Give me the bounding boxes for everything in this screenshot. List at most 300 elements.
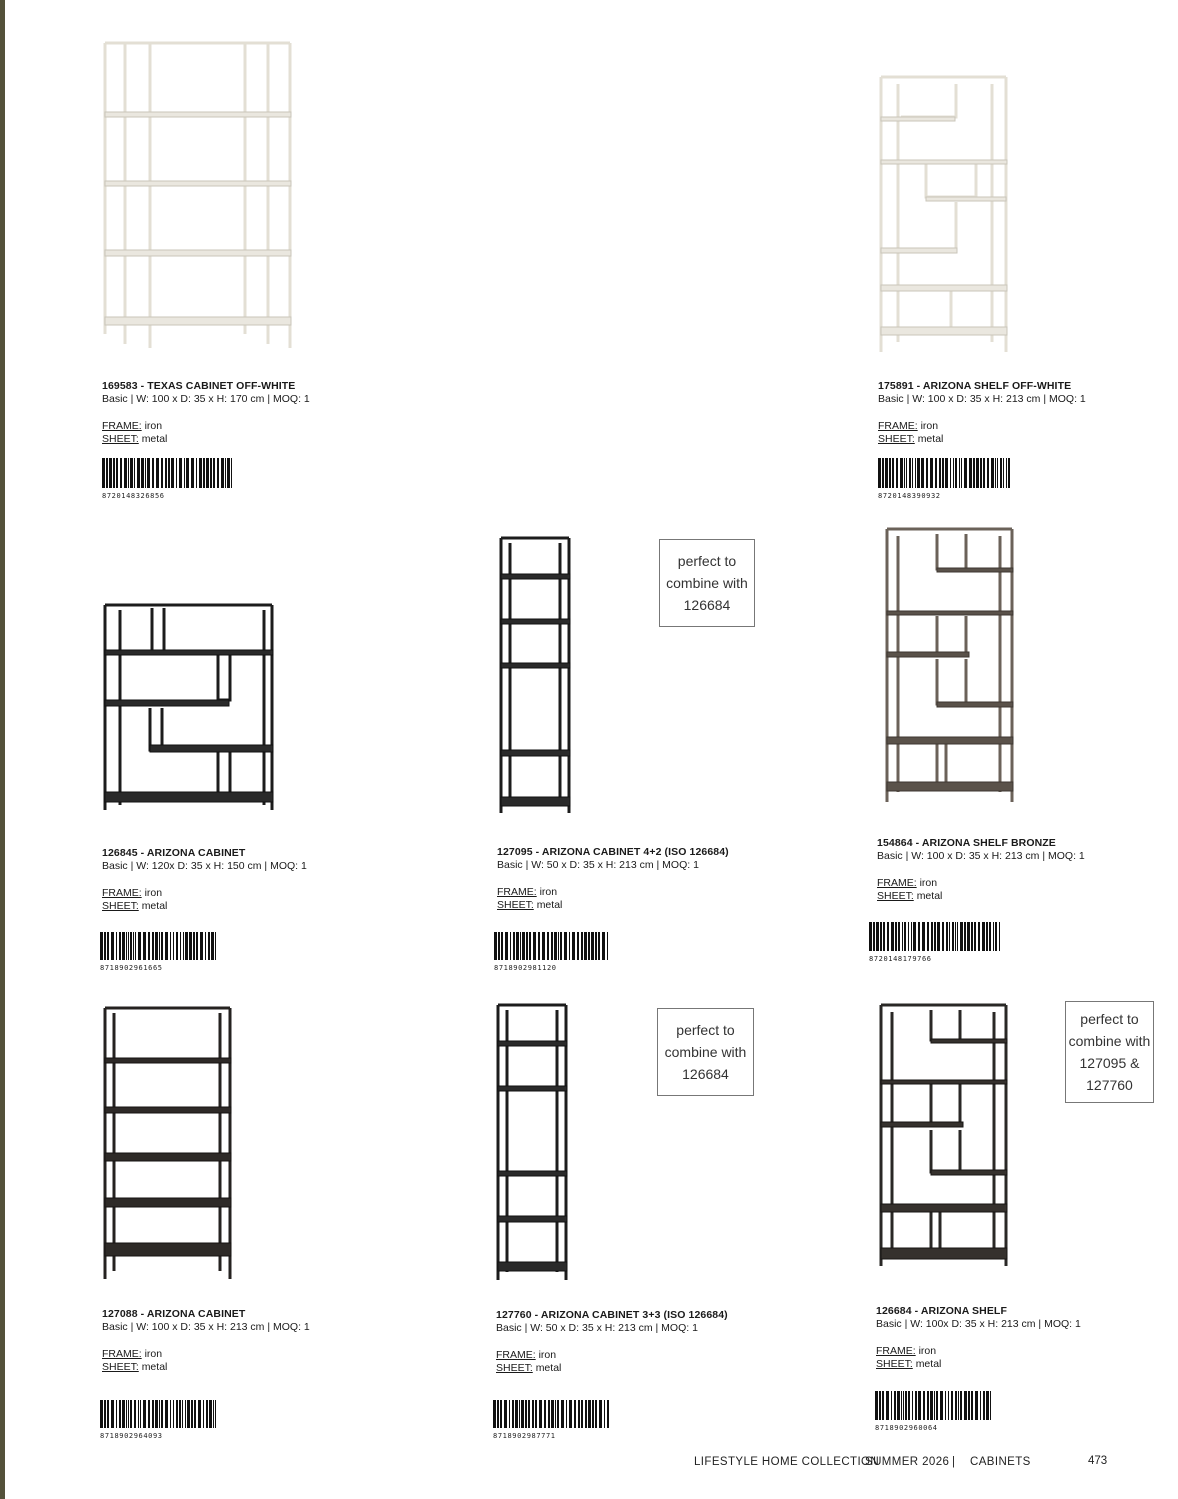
barcode-bar [134, 458, 135, 488]
barcode-bar [119, 932, 121, 960]
barcode-bar [927, 1391, 929, 1420]
barcode-bar [978, 922, 980, 951]
sheet-value: metal [141, 1361, 168, 1373]
barcode-bar [551, 932, 553, 960]
barcode-bar [130, 458, 133, 488]
sheet-value: metal [141, 433, 168, 445]
barcode-bar [983, 458, 985, 488]
barcode-bar [521, 1400, 524, 1428]
barcode-bar [991, 458, 994, 488]
barcode-bar [926, 458, 928, 488]
barcode-bar [581, 1400, 583, 1428]
barcode-bar [561, 1400, 564, 1428]
barcode-bar [535, 1400, 537, 1428]
barcode-bar [918, 1391, 921, 1420]
barcode-bar [968, 1391, 970, 1420]
barcode-bar [987, 458, 989, 488]
barcode-bar [945, 1391, 946, 1420]
combine-note-127760: perfect to combine with 126684 [657, 1008, 754, 1096]
barcode-bar [1000, 458, 1002, 488]
barcode-bar [159, 1400, 160, 1428]
barcode-bar [960, 922, 963, 951]
product-image-texas-cabinet [100, 38, 296, 353]
barcode-bar [159, 932, 160, 960]
barcode-bar [498, 932, 500, 960]
barcode [869, 922, 1001, 963]
barcode-bar [878, 458, 881, 488]
barcode-bar [949, 922, 950, 951]
footer-separator: | [952, 1456, 956, 1468]
barcode-bar [904, 922, 906, 951]
barcode-bar [569, 1400, 572, 1428]
frame-value: iron [144, 420, 163, 432]
barcode-bar [883, 922, 885, 951]
sheet-label: SHEET: [497, 899, 534, 911]
barcode-bar [104, 1400, 106, 1428]
barcode-bar [964, 922, 966, 951]
sheet-label: SHEET: [876, 1358, 913, 1370]
barcode-bar [909, 458, 911, 488]
barcode-bar [935, 458, 937, 488]
barcode-bar [148, 1400, 150, 1428]
barcode-bar [196, 458, 197, 488]
barcode-bar [997, 458, 998, 488]
barcode-bar [982, 922, 985, 951]
barcode-bar [148, 932, 150, 960]
barcode-bar [898, 922, 900, 951]
barcode-bar [128, 458, 129, 488]
barcode-bar [141, 458, 144, 488]
footer-season: SUMMER 2026 [865, 1456, 950, 1468]
barcode-bar [921, 458, 924, 488]
barcode-bar [993, 922, 994, 951]
sheet-value: metal [536, 899, 563, 911]
barcode-bar [542, 932, 545, 960]
barcode-bar [952, 922, 954, 951]
barcode-bar [513, 932, 515, 960]
frame-label: FRAME: [102, 420, 142, 432]
barcode-bar [912, 458, 913, 488]
barcode-bar [156, 458, 159, 488]
barcode-bar [135, 932, 136, 960]
barcode [100, 932, 217, 972]
barcode-bar [554, 932, 557, 960]
barcode-bar [171, 458, 174, 488]
product-spec: Basic | W: 100 x D: 35 x H: 213 cm | MOQ: 1 [878, 393, 1086, 405]
barcode-bar [557, 1400, 559, 1428]
barcode-bar [964, 458, 967, 488]
barcode-bar [196, 932, 198, 960]
product-spec: Basic | W: 50 x D: 35 x H: 213 cm | MOQ: 1 [496, 1322, 698, 1334]
barcode-bar [145, 458, 146, 488]
barcode-bar [161, 932, 163, 960]
product-spec: Basic | W: 100x D: 35 x H: 213 cm | MOQ: 1 [876, 1318, 1081, 1330]
barcode-bar [955, 1391, 957, 1420]
barcode-bar [940, 1391, 943, 1420]
barcode-bar [180, 932, 181, 960]
barcode-bar [955, 922, 956, 951]
barcode-bar [147, 458, 150, 488]
barcode-bar [591, 932, 594, 960]
sheet-label: SHEET: [496, 1362, 533, 1374]
barcode-bar [930, 458, 933, 488]
barcode-bar [168, 458, 170, 488]
product-title: 154864 - ARIZONA SHELF BRONZE [877, 837, 1056, 849]
barcode-bar [152, 458, 154, 488]
barcode-bar [529, 932, 531, 960]
barcode-bar [206, 1400, 208, 1428]
barcode-bar [581, 932, 583, 960]
barcode-bar [604, 1400, 605, 1428]
barcode-bar [931, 922, 933, 951]
barcode-bar [892, 458, 894, 488]
sheet-value: metal [916, 890, 943, 902]
barcode-bar [203, 458, 205, 488]
barcode-bars [100, 932, 217, 960]
barcode [100, 1400, 217, 1440]
barcode-bar [544, 1400, 546, 1428]
barcode-bar [184, 458, 185, 488]
barcode-bar [122, 1400, 125, 1428]
barcode-bar [209, 1400, 212, 1428]
barcode-bar [967, 922, 970, 951]
barcode-bar [500, 1400, 502, 1428]
barcode-bar [879, 1391, 881, 1420]
barcode-bar [515, 1400, 518, 1428]
barcode-bar [995, 922, 997, 951]
barcode-bar [980, 458, 982, 488]
barcode-bar [958, 1391, 959, 1420]
barcode-bar [182, 1400, 183, 1428]
barcode-bar [179, 458, 182, 488]
barcode-bar [120, 458, 122, 488]
barcode-bar [897, 1391, 900, 1420]
barcode-bar [936, 1391, 938, 1420]
ean-number: 8720148390932 [878, 492, 941, 500]
frame-value: iron [918, 1345, 937, 1357]
barcode-bar [942, 458, 944, 488]
barcode-bar [185, 1400, 186, 1428]
barcode-bar [109, 458, 112, 488]
barcode-bar [186, 458, 189, 488]
barcode-bar [213, 1400, 214, 1428]
product-title: 127095 - ARIZONA CABINET 4+2 (ISO 126684) [497, 846, 729, 858]
ean-number: 8720148326856 [102, 492, 165, 500]
barcode-bar [999, 922, 1000, 951]
barcode-bar [942, 922, 944, 951]
barcode-bar [599, 1400, 602, 1428]
sheet-value: metal [535, 1362, 562, 1374]
frame-value: iron [144, 1348, 163, 1360]
barcode-bar [971, 1391, 973, 1420]
barcode-bar [189, 932, 192, 960]
barcode-bar [200, 932, 203, 960]
frame-label: FRAME: [878, 420, 918, 432]
product-image-arizona-shelf-126684 [876, 1000, 1012, 1272]
barcode [102, 458, 234, 500]
page-edge-strip [0, 0, 5, 1499]
barcode-bar [116, 458, 118, 488]
product-title: 126845 - ARIZONA CABINET [102, 847, 246, 859]
sheet-value: metal [915, 1358, 942, 1370]
barcode-bar [221, 458, 224, 488]
barcode-bar [961, 458, 962, 488]
barcode-bar [891, 922, 894, 951]
barcode-bar [504, 1400, 507, 1428]
barcode-bar [161, 458, 163, 488]
ean-number: 8720148179766 [869, 955, 932, 963]
barcode-bar [106, 458, 108, 488]
barcode-bars [878, 458, 1010, 488]
barcode-bar [161, 1400, 163, 1428]
barcode-bars [100, 1400, 217, 1428]
sheet-value: metal [917, 433, 944, 445]
barcode-bar [548, 1400, 550, 1428]
barcode-bar [215, 932, 216, 960]
barcode-bar [912, 1391, 913, 1420]
barcode-bar [170, 1400, 171, 1428]
barcode-bar [882, 458, 884, 488]
barcode-bar [595, 932, 597, 960]
barcode-bar [152, 1400, 154, 1428]
barcode-bar [547, 932, 549, 960]
barcode-bar [607, 932, 608, 960]
barcode-bar [911, 922, 912, 951]
barcode-bars [494, 932, 611, 960]
barcode-bar [937, 922, 940, 951]
barcode-bar [986, 1391, 989, 1420]
barcode-bar [873, 922, 875, 951]
barcode-bar [973, 458, 975, 488]
barcode-bar [165, 932, 168, 960]
barcode-bar [116, 1400, 117, 1428]
frame-value: iron [919, 877, 938, 889]
barcode-bar [187, 1400, 190, 1428]
barcode-bar [566, 1400, 567, 1428]
frame-label: FRAME: [102, 1348, 142, 1360]
barcode-bar [1006, 458, 1007, 488]
barcode-bar [876, 922, 879, 951]
barcode-bar [974, 922, 976, 951]
ean-number: 8718902987771 [493, 1432, 556, 1440]
product-title: 169583 - TEXAS CABINET OFF-WHITE [102, 380, 296, 392]
barcode-bar [206, 458, 209, 488]
sheet-value: metal [141, 900, 168, 912]
ean-number: 8718902981120 [494, 964, 557, 972]
barcode-bar [917, 458, 920, 488]
barcode-bar [595, 1400, 597, 1428]
product-image-arizona-cabinet-127088 [100, 1003, 236, 1285]
barcode [875, 1391, 992, 1432]
page-number: 473 [1088, 1455, 1108, 1467]
barcode-bar [934, 1391, 935, 1420]
barcode-bar [193, 932, 195, 960]
barcode-bar [983, 1391, 985, 1420]
barcode-bar [588, 1400, 591, 1428]
barcode-bar [107, 1400, 109, 1428]
barcode [878, 458, 1010, 500]
barcode-bar [225, 458, 226, 488]
sheet-label: SHEET: [102, 1361, 139, 1373]
barcode-bar [906, 458, 907, 488]
barcode-bar [572, 932, 575, 960]
barcode-bar [969, 458, 972, 488]
barcode-bar [111, 932, 114, 960]
footer-section: CABINETS [970, 1456, 1031, 1468]
barcode-bar [869, 922, 872, 951]
product-title: 175891 - ARIZONA SHELF OFF-WHITE [878, 380, 1072, 392]
barcode-bar [203, 1400, 204, 1428]
barcode-bar [975, 1391, 978, 1420]
barcode-bar [173, 1400, 174, 1428]
product-image-arizona-cabinet-4-2 [496, 533, 576, 818]
product-spec: Basic | W: 100 x D: 35 x H: 213 cm | MOQ: 1 [102, 1321, 310, 1333]
barcode-bar [891, 1391, 892, 1420]
barcode-bar [133, 932, 134, 960]
frame-label: FRAME: [102, 887, 142, 899]
barcode-bar [922, 922, 925, 951]
product-spec: Basic | W: 100 x D: 35 x H: 170 cm | MOQ: 1 [102, 393, 310, 405]
barcode-bar [900, 458, 903, 488]
barcode-bar [880, 922, 882, 951]
barcode-bar [215, 1400, 216, 1428]
barcode-bar [165, 1400, 168, 1428]
barcode-bar [960, 1391, 962, 1420]
barcode-bar [533, 932, 536, 960]
barcode-bar [519, 1400, 520, 1428]
barcode-bar [959, 458, 960, 488]
barcode-bar [525, 1400, 527, 1428]
frame-label: FRAME: [876, 1345, 916, 1357]
barcode-bar [875, 1391, 878, 1420]
barcode-bar [140, 1400, 141, 1428]
barcode-bar [116, 932, 117, 960]
barcode-bar [574, 1400, 576, 1428]
barcode-bar [882, 1391, 884, 1420]
barcode-bar [113, 458, 115, 488]
barcode-bar [955, 458, 957, 488]
barcode-bar [231, 458, 232, 488]
sheet-label: SHEET: [878, 433, 915, 445]
frame-value: iron [538, 1349, 557, 1361]
barcode-bar [539, 1400, 542, 1428]
product-image-arizona-shelf-offwhite [876, 72, 1012, 356]
frame-label: FRAME: [496, 1349, 536, 1361]
ean-number: 8718902964093 [100, 1432, 163, 1440]
frame-value: iron [539, 886, 558, 898]
barcode-bar [191, 1400, 193, 1428]
barcode-bar [584, 932, 587, 960]
barcode-bar [111, 1400, 114, 1428]
barcode-bar [155, 932, 158, 960]
barcode-bar [915, 1391, 917, 1420]
barcode-bar [173, 932, 174, 960]
barcode-bar [199, 458, 202, 488]
ean-number: 8718902961665 [100, 964, 163, 972]
barcode-bar [528, 1400, 530, 1428]
barcode-bar [588, 932, 590, 960]
barcode-bar [902, 922, 903, 951]
barcode-bar [918, 922, 920, 951]
barcode-bar [558, 932, 559, 960]
barcode-bars [493, 1400, 610, 1428]
barcode-bar [990, 1391, 991, 1420]
barcode-bar [885, 458, 888, 488]
product-title: 127760 - ARIZONA CABINET 3+3 (ISO 126684) [496, 1309, 728, 1321]
barcode-bar [927, 922, 929, 951]
barcode-bars [869, 922, 1001, 951]
barcode-bar [126, 932, 127, 960]
barcode-bar [578, 1400, 580, 1428]
product-spec: Basic | W: 50 x D: 35 x H: 213 cm | MOQ: 1 [497, 859, 699, 871]
barcode-bar [930, 1391, 933, 1420]
barcode-bar [532, 1400, 534, 1428]
barcode-bar [179, 1400, 181, 1428]
barcode-bars [102, 458, 234, 488]
barcode-bar [497, 1400, 499, 1428]
barcode-bar [124, 458, 127, 488]
barcode-bar [176, 932, 178, 960]
barcode-bar [137, 458, 140, 488]
barcode-bar [585, 1400, 587, 1428]
barcode-bar [923, 1391, 925, 1420]
barcode-bar [607, 1400, 609, 1428]
barcode-bar [205, 932, 206, 960]
barcode-bar [191, 458, 194, 488]
ean-number: 8718902960064 [875, 1424, 938, 1432]
barcode-bar [577, 932, 579, 960]
barcode-bar [908, 1391, 910, 1420]
sheet-label: SHEET: [877, 890, 914, 902]
barcode-bar [211, 932, 214, 960]
product-spec: Basic | W: 100 x D: 35 x H: 213 cm | MOQ: 1 [877, 850, 1085, 862]
frame-value: iron [144, 887, 163, 899]
barcode-bar [134, 1400, 136, 1428]
barcode-bar [551, 1400, 554, 1428]
barcode-bar [1008, 458, 1010, 488]
barcode-bar [555, 1400, 556, 1428]
barcode-bar [915, 458, 916, 488]
barcode-bar [501, 932, 503, 960]
product-title: 126684 - ARIZONA SHELF [876, 1305, 1007, 1317]
barcode-bar [538, 932, 540, 960]
barcode-bar [903, 1391, 904, 1420]
barcode-bar [138, 932, 141, 960]
barcode-bar [889, 458, 891, 488]
barcode-bar [143, 932, 146, 960]
barcode-bar [126, 1400, 127, 1428]
barcode-bar [894, 1391, 896, 1420]
barcode-bar [948, 1391, 949, 1420]
barcode-bar [176, 458, 177, 488]
product-image-arizona-cabinet-126845 [100, 600, 280, 820]
barcode-bar [896, 458, 898, 488]
barcode-bar [520, 932, 521, 960]
barcode-bar [951, 1391, 953, 1420]
barcode-bar [512, 1400, 514, 1428]
combine-note-126684: perfect to combine with 127095 & 127760 [1065, 1001, 1154, 1103]
barcode-bar [509, 1400, 510, 1428]
barcode-bar [560, 932, 562, 960]
barcode-bar [130, 932, 132, 960]
barcode-bar [886, 1391, 889, 1420]
barcode-bar [227, 458, 230, 488]
barcode-bar [905, 1391, 907, 1420]
barcode-bar [122, 932, 125, 960]
barcode-bar [493, 1400, 496, 1428]
barcode-bar [138, 1400, 139, 1428]
sheet-label: SHEET: [102, 900, 139, 912]
